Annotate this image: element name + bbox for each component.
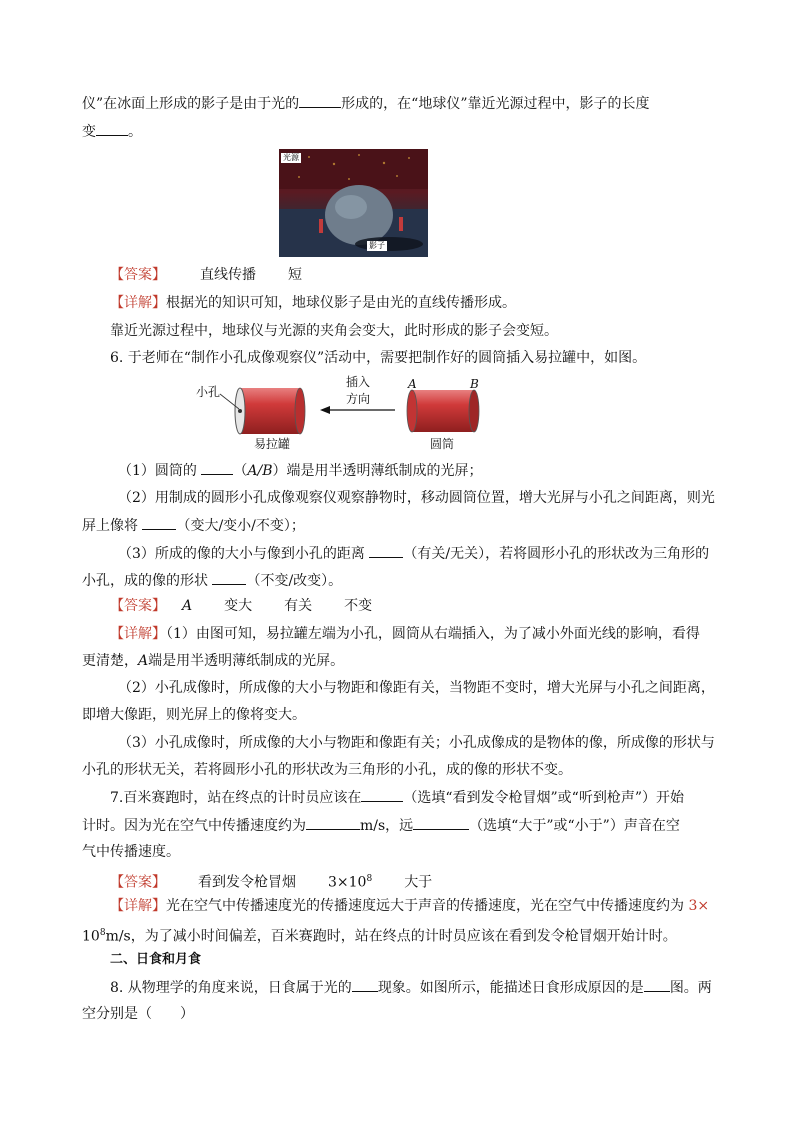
blank [413, 815, 469, 830]
blank [299, 93, 341, 108]
q6-text: 更清楚， [82, 653, 138, 669]
detail-value: 3× [688, 898, 710, 914]
answer-3: 有关 [284, 598, 313, 614]
label-can: 易拉罐 [254, 437, 291, 451]
q6-text: （不变/改变）。 [246, 573, 343, 589]
blank [212, 570, 246, 585]
q6-text: （有关/无关），若将圆形小孔的形状改为三角形的 [403, 546, 710, 562]
q5-text: 仪”在冰面上形成的影子是由于光的 [82, 96, 300, 112]
detail-tag: 【详解】 [110, 295, 166, 311]
q5-detail-1 [110, 293, 516, 313]
q7-answer [110, 869, 432, 893]
section-title: 二、日食和月食 [110, 952, 202, 967]
exponent: 8 [99, 928, 106, 938]
label-a: A [408, 377, 417, 391]
answer-tag: 【答案】 [110, 598, 166, 614]
q5-text: 形成的，在“地球仪”靠近光源过程中，影子的长度 [341, 96, 650, 112]
q6-text: （3）所成的像的大小与像到小孔的距离 [118, 546, 365, 562]
q6-part-3b [82, 570, 342, 591]
q6-part-1 [118, 460, 483, 481]
answer-1: 看到发令枪冒烟 [198, 874, 296, 891]
q6-text: 屏上像将 [82, 518, 138, 534]
detail-tag: 【详解】 [110, 898, 166, 914]
label-b: B [470, 377, 479, 391]
answer-tag: 【答案】 [110, 874, 166, 891]
detail-tag: 【详解】 [110, 626, 166, 642]
photo-label-shadow: 影子 [369, 241, 385, 250]
blank [644, 977, 670, 992]
label-tube: 圆筒 [430, 437, 455, 451]
globe-shadow-photo [279, 149, 428, 257]
blank [96, 121, 128, 136]
photo-scene [279, 149, 428, 257]
q6-detail-1b [82, 651, 344, 671]
blank [142, 515, 176, 530]
q6-text: 小孔，成的像的形状 [82, 573, 208, 589]
q7-line-2 [82, 815, 680, 836]
q7-line-1 [110, 787, 684, 808]
q6-text: ）端是用半透明薄纸制成的光屏； [272, 463, 483, 479]
q6-text: 端是用半透明薄纸制成的光屏。 [148, 653, 345, 669]
photo-label-light: 光源 [283, 153, 299, 162]
q7-text: m/s，远 [360, 818, 414, 834]
blank [201, 460, 233, 475]
label-direction-2: 方向 [346, 392, 371, 406]
q7-text: m/s，为了减小时间偏差，百米赛跑时，站在终点的计时员应该在看到发令枪冒烟开始计时。 [105, 928, 677, 945]
q6-text: A/B [247, 463, 273, 479]
q7-line-3: 气中传播速度。 [82, 844, 180, 860]
q6-answer [110, 596, 372, 616]
q5-text: 变 [82, 124, 96, 140]
answer-1: A [182, 598, 193, 614]
answer-2-exponent: 8 [366, 874, 373, 884]
answer-2: 变大 [224, 598, 253, 614]
q6-detail-2b: 即增大像距，则光屏上的像将变大。 [82, 707, 306, 723]
q5-line-2 [82, 121, 142, 142]
q6-part-2b [82, 515, 305, 536]
q7-detail-1 [110, 896, 709, 916]
answer-1: 直线传播 [200, 267, 256, 283]
blank [306, 815, 360, 830]
answer-tag: 【答案】 [110, 267, 166, 283]
q6-part-2a: （2）用制成的圆形小孔成像观察仪观察静物时，移动圆筒位置，增大光屏与小孔之间距离，则光 [118, 490, 715, 506]
q6-detail-2a: （2）小孔成像时，所成像的大小与物距和像距有关，当物距不变时，增大光屏与小孔之间距离， [118, 680, 715, 696]
q7-text: （选填“看到发令枪冒烟”或“听到枪声”）开始 [403, 790, 684, 806]
q8-text: 8. 从物理学的角度来说，日食属于光的 [110, 980, 352, 996]
label-hole: 小孔 [196, 385, 221, 399]
q6-text: （1）圆筒的 [118, 463, 197, 479]
q7-text: （选填“大于”或“小于”）声音在空 [469, 818, 680, 834]
q8-text: 现象。如图所示，能描述日食形成原因的是 [377, 980, 644, 996]
q6-text: A [138, 653, 149, 669]
tube-cylinder [407, 390, 479, 432]
q6-detail-3a: （3）小孔成像时，所成像的大小与物距和像距有关；小孔成像成的是物体的像，所成像的形状与 [118, 735, 715, 751]
can-cylinder [220, 388, 305, 434]
q5-text: 。 [128, 124, 142, 140]
q7-detail-2 [82, 923, 677, 947]
blank [361, 787, 403, 802]
answer-4: 不变 [344, 598, 373, 614]
q8-line-1 [110, 977, 712, 998]
q7-text: 10 [82, 928, 100, 945]
q8-text: 图。两 [669, 980, 712, 996]
q6-detail-3b: 小孔的形状无关，若将圆形小孔的形状改为三角形的小孔，成的像的形状不变。 [82, 762, 572, 778]
q5-answer [110, 265, 302, 285]
q5-line-1 [82, 93, 650, 114]
q7-text: 7.百米赛跑时，站在终点的计时员应该在 [110, 790, 362, 806]
blank [352, 977, 378, 992]
detail-text: 光在空气中传播速度光的传播速度远大于声音的传播速度，光在空气中传播速度约为 [166, 898, 684, 914]
q6-part-3a [118, 543, 709, 564]
label-direction-1: 插入 [346, 375, 371, 389]
q5-detail-2: 靠近光源过程中，地球仪与光源的夹角会变大，此时形成的影子会变短。 [110, 323, 558, 339]
blank [369, 543, 403, 558]
q6-detail-1a [110, 624, 700, 644]
q6-text: （变大/变小/不变）； [176, 518, 305, 534]
answer-2: 短 [288, 267, 302, 283]
answer-2: 3×10 [328, 874, 367, 891]
detail-text: 根据光的知识可知，地球仪影子是由光的直线传播形成。 [166, 295, 516, 311]
detail-text: （1）由图可知，易拉罐左端为小孔，圆筒从右端插入，为了减小外面光线的影响，看得 [166, 626, 700, 642]
q7-text: 计时。因为光在空气中传播速度约为 [82, 818, 306, 834]
q6-text: （ [233, 463, 248, 479]
q6-stem: 6. 于老师在“制作小孔成像观察仪”活动中，需要把制作好的圆筒插入易拉罐中，如图。 [110, 350, 647, 366]
answer-3: 大于 [404, 874, 433, 891]
q8-line-2: 空分别是（ ） [82, 1006, 194, 1022]
